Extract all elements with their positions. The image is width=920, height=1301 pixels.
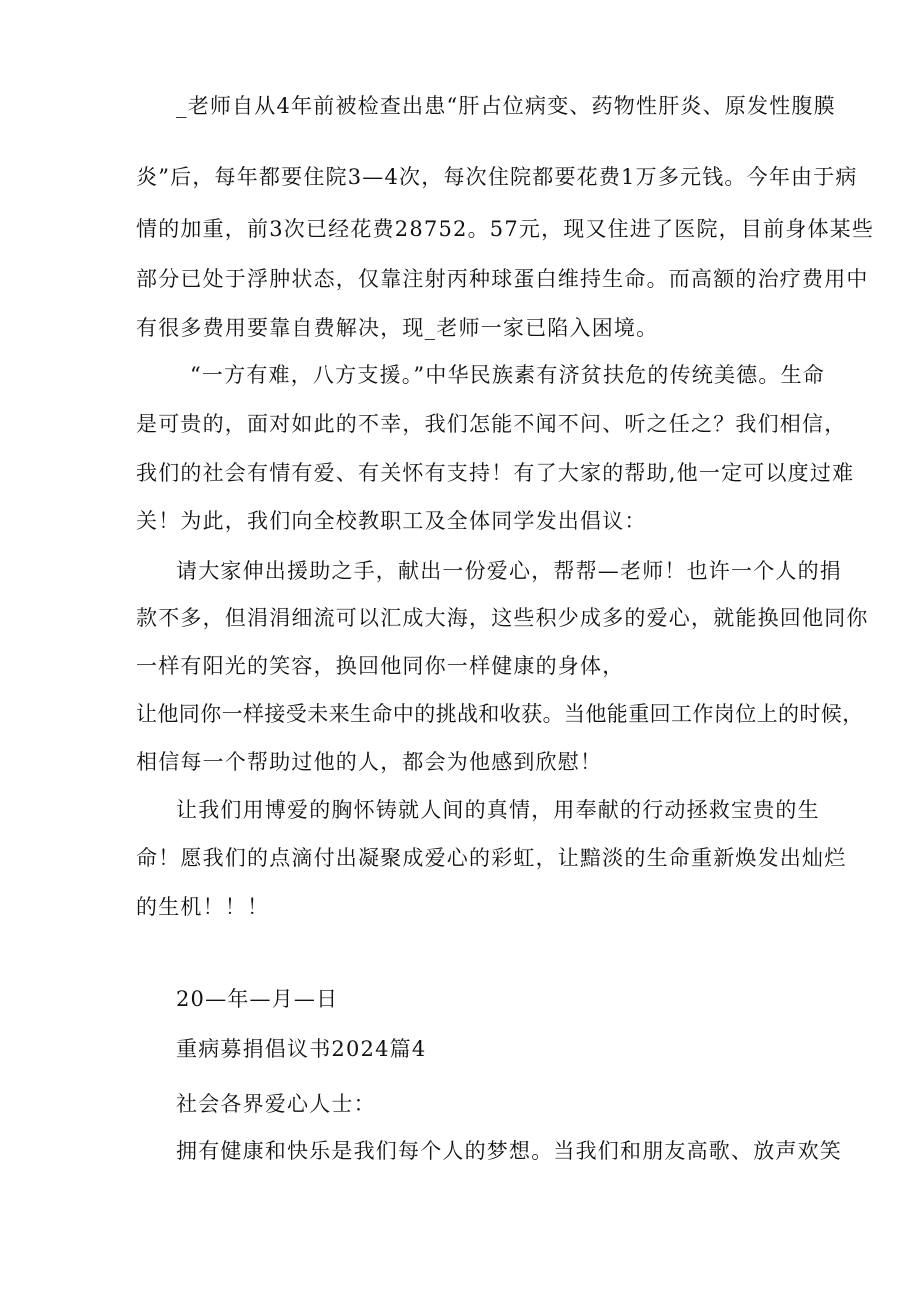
paragraph-3-line-3: 一样有阳光的笑容，换回他同你一样健康的身体， <box>136 654 625 678</box>
paragraph-1-line-3: 情的加重，前3次已经花费28752。57元，现又住进了医院，目前身体某些 <box>136 217 875 241</box>
paragraph-4-line-3: 的生机！！！ <box>136 895 270 919</box>
paragraph-3-line-2: 款不多，但涓涓细流可以汇成大海，这些积少成多的爱心，就能换回他同你 <box>136 606 869 630</box>
paragraph-1-line-2: 炎”后，每年都要住院3—4次，每次住院都要花费1万多元钱。今年由于病 <box>136 165 858 189</box>
paragraph-4-line-1: 让我们用博爱的胸怀铸就人间的真情，用奉献的行动拯救宝贵的生 <box>176 798 820 822</box>
date-line: 20—年—月—日 <box>176 987 339 1011</box>
paragraph-1-line-1: _老师自从4年前被检查出患“肝占位病变、药物性肝炎、原发性腹膜 <box>176 94 836 118</box>
paragraph-2-line-4: 关！为此，我们向全校教职工及全体同学发出倡议： <box>136 509 647 533</box>
paragraph-1-line-4: 部分已处于浮肿状态，仅靠注射丙种球蛋白维持生命。而高额的治疗费用中 <box>136 267 869 291</box>
paragraph-2-line-1: “一方有难，八方支援。”中华民族素有济贫扶危的传统美德。生命 <box>190 363 825 387</box>
paragraph-2-line-2: 是可贵的，面对如此的不幸，我们怎能不闻不问、听之任之？我们相信， <box>136 412 847 436</box>
paragraph-3-line-4: 让他同你一样接受未来生命中的挑战和收获。当他能重回工作岗位上的时候， <box>136 702 864 726</box>
paragraph-3-line-5: 相信每一个帮助过他的人，都会为他感到欣慰！ <box>136 750 603 774</box>
paragraph-4-line-2: 命！愿我们的点滴付出凝聚成爱心的彩虹，让黯淡的生命重新焕发出灿烂 <box>136 846 847 870</box>
paragraph-2-line-3: 我们的社会有情有爱、有关怀有支持！有了大家的帮助,他一定可以度过难 <box>136 461 855 485</box>
paragraph-3-line-1: 请大家伸出援助之手，献出一份爱心，帮帮—老师！也许一个人的捐 <box>176 559 842 583</box>
salutation: 社会各界爱心人士： <box>176 1092 376 1116</box>
opening-line: 拥有健康和快乐是我们每个人的梦想。当我们和朋友高歌、放声欢笑 <box>176 1139 842 1163</box>
paragraph-1-line-5: 有很多费用要靠自费解决，现_老师一家已陷入困境。 <box>136 316 659 340</box>
section-title: 重病募捐倡议书2024篇4 <box>176 1037 427 1061</box>
